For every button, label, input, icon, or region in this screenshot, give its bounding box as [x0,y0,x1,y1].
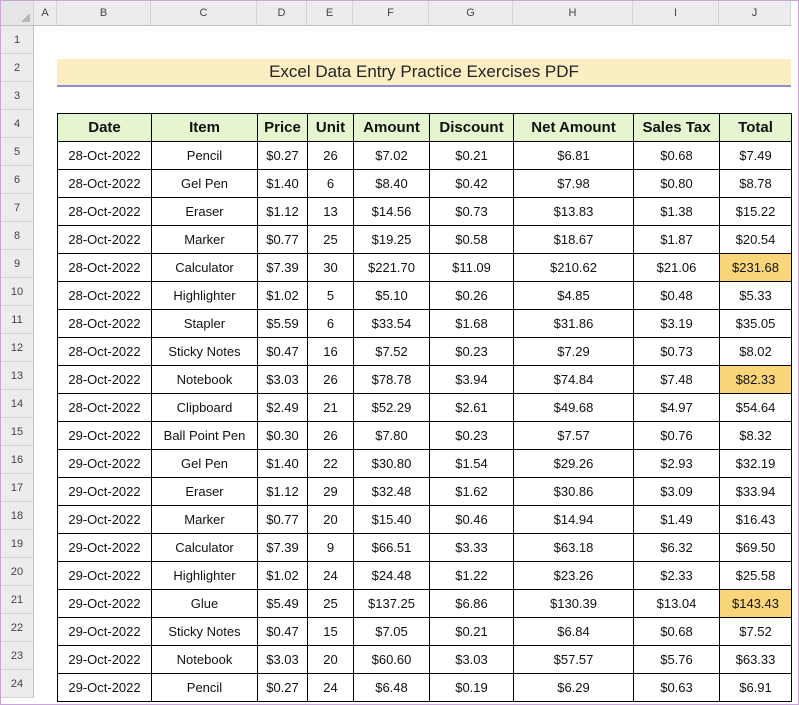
cell-sales-tax[interactable]: $0.80 [634,170,720,198]
cell-item[interactable]: Eraser [152,198,258,226]
cell-unit[interactable]: 6 [308,170,354,198]
row-header-21[interactable]: 21 [1,586,34,614]
table-row [58,674,792,702]
table-row [58,534,792,562]
cell-unit[interactable]: 25 [308,226,354,254]
cell-total[interactable]: $69.50 [720,534,792,562]
cell-discount[interactable]: $1.68 [430,310,514,338]
cell-unit[interactable]: 6 [308,310,354,338]
column-header-b[interactable]: B [57,1,151,26]
cell-item[interactable]: Sticky Notes [152,338,258,366]
cell-net-amount[interactable]: $6.84 [514,618,634,646]
cell-total[interactable]: $7.52 [720,618,792,646]
cell-price[interactable]: $2.49 [258,394,308,422]
cell-unit[interactable]: 24 [308,674,354,702]
cell-total[interactable]: $6.91 [720,674,792,702]
cell-sales-tax[interactable]: $0.76 [634,422,720,450]
row-header-5[interactable]: 5 [1,138,34,166]
cell-total[interactable]: $8.02 [720,338,792,366]
cell-date[interactable]: 29-Oct-2022 [58,478,152,506]
column-header-d[interactable]: D [257,1,307,26]
cell-unit[interactable]: 21 [308,394,354,422]
cell-sales-tax[interactable]: $2.33 [634,562,720,590]
cell-item[interactable]: Notebook [152,646,258,674]
cell-date[interactable]: 29-Oct-2022 [58,450,152,478]
table-row [58,198,792,226]
cell-date[interactable]: 28-Oct-2022 [58,282,152,310]
cell-unit[interactable]: 24 [308,562,354,590]
cell-amount[interactable]: $19.25 [354,226,430,254]
cell-total[interactable]: $32.19 [720,450,792,478]
column-header-a[interactable]: A [34,1,57,26]
header-price[interactable]: Price [258,114,308,142]
cell-date[interactable]: 28-Oct-2022 [58,310,152,338]
table-row [58,226,792,254]
cell-amount[interactable]: $221.70 [354,254,430,282]
cell-discount[interactable]: $3.03 [430,646,514,674]
table-row [58,562,792,590]
column-header-e[interactable]: E [307,1,353,26]
table-row [58,366,792,394]
sheet-title-text: Excel Data Entry Practice Exercises PDF [269,62,579,81]
cell-sales-tax[interactable]: $3.09 [634,478,720,506]
cell-price[interactable]: $7.39 [258,254,308,282]
column-header-f[interactable]: F [353,1,429,26]
column-header-g[interactable]: G [429,1,513,26]
cell-date[interactable]: 28-Oct-2022 [58,198,152,226]
table-row [58,282,792,310]
row-header-20[interactable]: 20 [1,558,34,586]
cell-total[interactable]: $82.33 [720,366,792,394]
cell-net-amount[interactable]: $49.68 [514,394,634,422]
cell-price[interactable]: $3.03 [258,366,308,394]
cell-item[interactable]: Ball Point Pen [152,422,258,450]
table-row [58,170,792,198]
header-unit[interactable]: Unit [308,114,354,142]
cell-amount[interactable]: $137.25 [354,590,430,618]
cell-date[interactable]: 28-Oct-2022 [58,226,152,254]
cell-item[interactable]: Highlighter [152,282,258,310]
cell-price[interactable]: $1.12 [258,198,308,226]
row-header-13[interactable]: 13 [1,362,34,390]
cell-unit[interactable]: 16 [308,338,354,366]
cell-amount[interactable]: $8.40 [354,170,430,198]
cell-item[interactable]: Glue [152,590,258,618]
cell-discount[interactable]: $0.23 [430,422,514,450]
cell-total[interactable]: $63.33 [720,646,792,674]
cell-net-amount[interactable]: $7.29 [514,338,634,366]
table-row [58,646,792,674]
cell-unit[interactable]: 22 [308,450,354,478]
cell-amount[interactable]: $7.02 [354,142,430,170]
cell-date[interactable]: 28-Oct-2022 [58,170,152,198]
data-table [57,113,792,702]
cell-item[interactable]: Pencil [152,142,258,170]
cell-unit[interactable]: 29 [308,478,354,506]
cell-discount[interactable]: $0.73 [430,198,514,226]
cell-discount[interactable]: $0.42 [430,170,514,198]
cell-discount[interactable]: $2.61 [430,394,514,422]
cell-total[interactable]: $8.78 [720,170,792,198]
cell-item[interactable]: Gel Pen [152,170,258,198]
cell-price[interactable]: $5.59 [258,310,308,338]
cell-net-amount[interactable]: $4.85 [514,282,634,310]
cell-net-amount[interactable]: $63.18 [514,534,634,562]
row-header-10[interactable]: 10 [1,278,34,306]
cell-sales-tax[interactable]: $0.68 [634,142,720,170]
cell-price[interactable]: $0.47 [258,618,308,646]
cell-price[interactable]: $3.03 [258,646,308,674]
cell-sales-tax[interactable]: $0.68 [634,618,720,646]
cell-total[interactable]: $54.64 [720,394,792,422]
table-row [58,478,792,506]
cell-net-amount[interactable]: $57.57 [514,646,634,674]
cell-price[interactable]: $1.40 [258,450,308,478]
cell-amount[interactable]: $15.40 [354,506,430,534]
cell-sales-tax[interactable]: $0.48 [634,282,720,310]
cell-price[interactable]: $0.30 [258,422,308,450]
cell-item[interactable]: Highlighter [152,562,258,590]
cell-date[interactable]: 29-Oct-2022 [58,674,152,702]
cell-item[interactable]: Stapler [152,310,258,338]
header-item[interactable]: Item [152,114,258,142]
cell-net-amount[interactable]: $74.84 [514,366,634,394]
header-discount[interactable]: Discount [430,114,514,142]
row-header-14[interactable]: 14 [1,390,34,418]
cell-sales-tax[interactable]: $5.76 [634,646,720,674]
row-header-19[interactable]: 19 [1,530,34,558]
cell-net-amount[interactable]: $7.57 [514,422,634,450]
cell-date[interactable]: 29-Oct-2022 [58,618,152,646]
cell-total[interactable]: $15.22 [720,198,792,226]
cell-discount[interactable]: $11.09 [430,254,514,282]
cell-amount[interactable]: $7.52 [354,338,430,366]
cell-total[interactable]: $25.58 [720,562,792,590]
cell-amount[interactable]: $5.10 [354,282,430,310]
column-header-i[interactable]: I [633,1,719,26]
cell-discount[interactable]: $0.46 [430,506,514,534]
table-row [58,254,792,282]
cell-unit[interactable]: 20 [308,646,354,674]
cell-discount[interactable]: $3.94 [430,366,514,394]
cell-amount[interactable]: $30.80 [354,450,430,478]
header-amount[interactable]: Amount [354,114,430,142]
cell-sales-tax[interactable]: $1.38 [634,198,720,226]
table-header-row [58,114,792,142]
cell-net-amount[interactable]: $30.86 [514,478,634,506]
cell-total[interactable]: $143.43 [720,590,792,618]
cell-discount[interactable]: $0.23 [430,338,514,366]
cell-total[interactable]: $5.33 [720,282,792,310]
cell-amount[interactable]: $7.80 [354,422,430,450]
cell-amount[interactable]: $66.51 [354,534,430,562]
cell-net-amount[interactable]: $23.26 [514,562,634,590]
row-header-8[interactable]: 8 [1,222,34,250]
header-date[interactable]: Date [58,114,152,142]
cell-sales-tax[interactable]: $13.04 [634,590,720,618]
cell-unit[interactable]: 25 [308,590,354,618]
cell-sales-tax[interactable]: $6.32 [634,534,720,562]
cell-date[interactable]: 28-Oct-2022 [58,254,152,282]
cell-price[interactable]: $1.40 [258,170,308,198]
column-header-h[interactable]: H [513,1,633,26]
cell-item[interactable]: Marker [152,506,258,534]
cell-item[interactable]: Eraser [152,478,258,506]
header-total[interactable]: Total [720,114,792,142]
cell-unit[interactable]: 13 [308,198,354,226]
cell-date[interactable]: 29-Oct-2022 [58,562,152,590]
cell-amount[interactable]: $24.48 [354,562,430,590]
cell-unit[interactable]: 30 [308,254,354,282]
row-header-2[interactable]: 2 [1,54,34,82]
cell-sales-tax[interactable]: $0.73 [634,338,720,366]
cell-discount[interactable]: $1.22 [430,562,514,590]
cell-amount[interactable]: $14.56 [354,198,430,226]
column-header-j[interactable]: J [719,1,791,26]
cell-date[interactable]: 29-Oct-2022 [58,506,152,534]
cell-amount[interactable]: $32.48 [354,478,430,506]
column-headers [1,1,791,26]
cell-discount[interactable]: $0.21 [430,618,514,646]
cell-discount[interactable]: $0.26 [430,282,514,310]
sheet-title[interactable] [57,59,791,87]
row-header-1[interactable]: 1 [1,26,34,54]
cell-price[interactable]: $1.12 [258,478,308,506]
table-row [58,506,792,534]
table-row [58,394,792,422]
cell-net-amount[interactable]: $7.98 [514,170,634,198]
row-header-18[interactable]: 18 [1,502,34,530]
row-header-11[interactable]: 11 [1,306,34,334]
cell-item[interactable]: Pencil [152,674,258,702]
cell-amount[interactable]: $33.54 [354,310,430,338]
cell-date[interactable]: 29-Oct-2022 [58,422,152,450]
cell-date[interactable]: 29-Oct-2022 [58,646,152,674]
header-net-amount[interactable]: Net Amount [514,114,634,142]
row-header-16[interactable]: 16 [1,446,34,474]
cell-total[interactable]: $8.32 [720,422,792,450]
cell-item[interactable]: Calculator [152,254,258,282]
cell-net-amount[interactable]: $13.83 [514,198,634,226]
cell-net-amount[interactable]: $14.94 [514,506,634,534]
cell-price[interactable]: $1.02 [258,282,308,310]
table-row [58,618,792,646]
cell-unit[interactable]: 20 [308,506,354,534]
cell-item[interactable]: Calculator [152,534,258,562]
cell-net-amount[interactable]: $210.62 [514,254,634,282]
cell-net-amount[interactable]: $31.86 [514,310,634,338]
cell-sales-tax[interactable]: $7.48 [634,366,720,394]
cell-price[interactable]: $5.49 [258,590,308,618]
cell-date[interactable]: 28-Oct-2022 [58,366,152,394]
row-header-6[interactable]: 6 [1,166,34,194]
cell-discount[interactable]: $0.58 [430,226,514,254]
cell-date[interactable]: 28-Oct-2022 [58,338,152,366]
cell-unit[interactable]: 26 [308,422,354,450]
cell-total[interactable]: $35.05 [720,310,792,338]
cell-unit[interactable]: 26 [308,142,354,170]
header-sales-tax[interactable]: Sales Tax [634,114,720,142]
cell-net-amount[interactable]: $6.81 [514,142,634,170]
row-header-15[interactable]: 15 [1,418,34,446]
cell-price[interactable]: $1.02 [258,562,308,590]
cell-discount[interactable]: $1.54 [430,450,514,478]
cell-price[interactable]: $0.47 [258,338,308,366]
cell-amount[interactable]: $7.05 [354,618,430,646]
cell-amount[interactable]: $78.78 [354,366,430,394]
row-headers [1,26,34,698]
row-header-23[interactable]: 23 [1,642,34,670]
cell-sales-tax[interactable]: $21.06 [634,254,720,282]
column-header-c[interactable]: C [151,1,257,26]
table-row [58,338,792,366]
cell-net-amount[interactable]: $29.26 [514,450,634,478]
cell-discount[interactable]: $0.19 [430,674,514,702]
cell-unit[interactable]: 5 [308,282,354,310]
select-all-corner[interactable] [1,1,34,26]
cell-sales-tax[interactable]: $0.63 [634,674,720,702]
cell-total[interactable]: $231.68 [720,254,792,282]
row-header-3[interactable]: 3 [1,82,34,110]
cell-date[interactable]: 28-Oct-2022 [58,394,152,422]
cell-item[interactable]: Marker [152,226,258,254]
row-header-22[interactable]: 22 [1,614,34,642]
cell-unit[interactable]: 15 [308,618,354,646]
cell-price[interactable]: $0.77 [258,506,308,534]
cell-net-amount[interactable]: $18.67 [514,226,634,254]
cell-net-amount[interactable]: $6.29 [514,674,634,702]
cell-discount[interactable]: $6.86 [430,590,514,618]
cell-amount[interactable]: $60.60 [354,646,430,674]
cell-date[interactable]: 29-Oct-2022 [58,590,152,618]
cell-amount[interactable]: $6.48 [354,674,430,702]
row-header-9[interactable]: 9 [1,250,34,278]
cell-sales-tax[interactable]: $2.93 [634,450,720,478]
cell-item[interactable]: Sticky Notes [152,618,258,646]
cell-sales-tax[interactable]: $4.97 [634,394,720,422]
cell-total[interactable]: $7.49 [720,142,792,170]
cell-unit[interactable]: 26 [308,366,354,394]
row-header-4[interactable]: 4 [1,110,34,138]
table-row [58,310,792,338]
cell-price[interactable]: $0.77 [258,226,308,254]
table-row [58,450,792,478]
cell-sales-tax[interactable]: $3.19 [634,310,720,338]
cell-unit[interactable]: 9 [308,534,354,562]
table-row [58,590,792,618]
cell-price[interactable]: $7.39 [258,534,308,562]
cell-discount[interactable]: $1.62 [430,478,514,506]
cell-item[interactable]: Gel Pen [152,450,258,478]
cell-date[interactable]: 29-Oct-2022 [58,534,152,562]
row-header-17[interactable]: 17 [1,474,34,502]
cell-price[interactable]: $0.27 [258,142,308,170]
table-row [58,422,792,450]
cell-sales-tax[interactable]: $1.87 [634,226,720,254]
cell-discount[interactable]: $0.21 [430,142,514,170]
cell-item[interactable]: Notebook [152,366,258,394]
table-row [58,142,792,170]
row-header-24[interactable]: 24 [1,670,34,698]
cell-price[interactable]: $0.27 [258,674,308,702]
cell-sales-tax[interactable]: $1.49 [634,506,720,534]
row-header-12[interactable]: 12 [1,334,34,362]
cell-amount[interactable]: $52.29 [354,394,430,422]
cell-discount[interactable]: $3.33 [430,534,514,562]
cell-total[interactable]: $20.54 [720,226,792,254]
cell-date[interactable]: 28-Oct-2022 [58,142,152,170]
cell-total[interactable]: $16.43 [720,506,792,534]
cell-net-amount[interactable]: $130.39 [514,590,634,618]
cell-total[interactable]: $33.94 [720,478,792,506]
cell-item[interactable]: Clipboard [152,394,258,422]
row-header-7[interactable]: 7 [1,194,34,222]
